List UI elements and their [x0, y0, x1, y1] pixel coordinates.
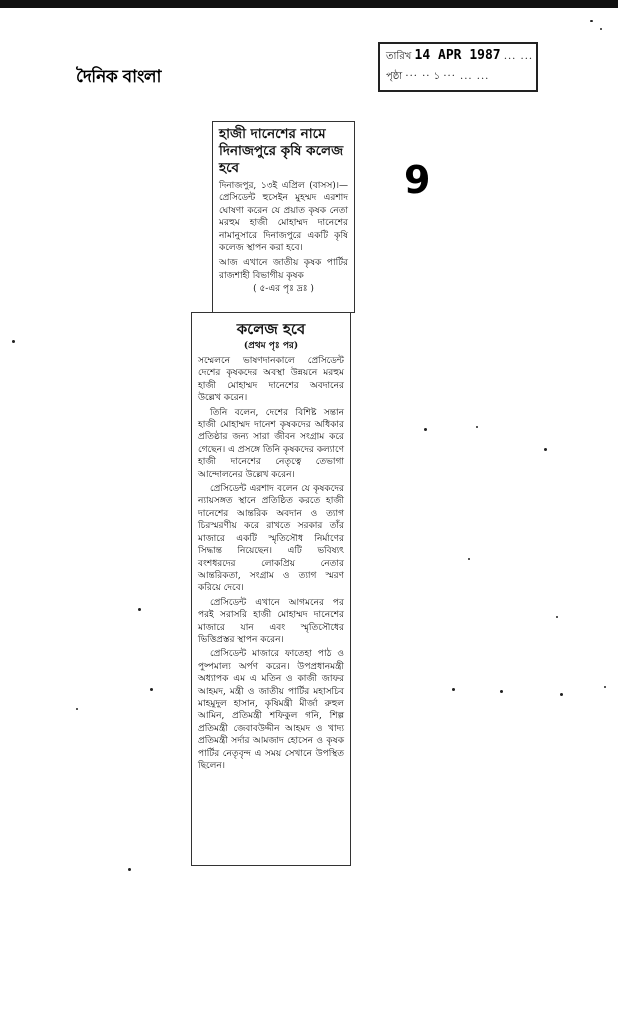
stamp-date-label: তারিখ [386, 51, 412, 62]
clipping-continued-note: ( ৫-এর পৃঃ দ্রঃ ) [253, 284, 314, 295]
clipping-paragraph: প্রেসিডেন্ট এরশাদ বলেন যে কৃষকদের ন্যায়সঙ্গত স্থানে প্রতিষ্ঠিত করতে হাজী দানেশের আন্তরিক অবদান ও ত্যাগ চিরস্মরণীয় করে রাখতে সরকার তাঁর মাজারে একটি স্মৃতিসৌধ নির্মাণের সিদ্ধান্ত নিয়েছেন। এটি ভবিষ্যৎ বংশধরদের লোকপ্রিয় নেতার আন্তরিকতা, সংগ্রাম ও ত্যাগ স্মরণ করিয়ে দেবে। [198, 484, 344, 594]
news-clipping-continuation [191, 312, 351, 866]
clipping-headline: কলেজ হবে [236, 320, 306, 338]
scan-speck [150, 688, 153, 691]
scan-speck [424, 428, 427, 431]
stamp-date-row [386, 46, 534, 67]
scan-speck [452, 688, 455, 691]
scan-speck [468, 558, 470, 560]
news-clipping-front [212, 121, 355, 313]
stamp-page-row [386, 67, 530, 87]
stamp-page-label: পৃষ্ঠা [386, 71, 403, 82]
clipping-subhead: (প্রথম পৃঃ পর) [243, 341, 299, 351]
clipping-paragraph: প্রেসিডেন্ট মাজারে ফাতেহা পাঠ ও পুষ্পমাল্য অর্পণ করেন। উপপ্রধানমন্ত্রী অধ্যাপক এম এ মতিন ও কাজী জাফর আহমদ, মন্ত্রী ও জাতীয় পার্টির মহাসচিব মাহমুদুল হাসান, কৃষিমন্ত্রী মীর্জা রুহুল আমিন, প্রতিমন্ত্রী শফিকুল গনি, শিল্প প্রতিমন্ত্রী জেবাবউদ্দীন আহমদ ও খাদ্য প্রতিমন্ত্রী সর্দার আমজাদ হোসেন ও কৃষক পার্টির নেতৃবৃন্দ এ সময় সেখানে উপস্থিত ছিলেন। [198, 649, 344, 771]
clipping-body: দিনাজপুর, ১৩ই এপ্রিল (বাসস)।— প্রেসিডেন্ট হুসেইন মুহম্মদ এরশাদ ঘোষণা করেন যে প্রয়াত কৃষক নেতা মরহুম হাজী মোহাম্মদ দানেশের নামানুসারে দিনাজপুরে একটি কৃষি কলেজ স্থাপন করা হবে। [219, 181, 348, 254]
handwritten-page-number: 9 [404, 158, 431, 202]
masthead-title: দৈনিক বাংলা [76, 67, 161, 87]
scan-speck [12, 340, 15, 343]
stamp-dotted-line: ··· ... ... [443, 71, 490, 82]
archive-date-stamp [378, 42, 538, 92]
stamp-page-value: ১ [433, 71, 441, 82]
clipping-paragraph: প্রেসিডেন্ট এখানে আগমনের পর পরই সরাসরি হাজী মোহাম্মদ দানেশের মাজারে যান এবং স্মৃতিসৌধের ভিত্তিপ্রস্তর স্থাপন করেন। [198, 597, 344, 645]
scan-speck [600, 28, 602, 30]
stamp-date-value: 14 APR 1987 [414, 48, 501, 63]
stamp-dotted-line: ... ... [503, 51, 534, 62]
clipping-paragraph: তিনি বলেন, দেশের বিশিষ্ট সন্তান হাজী মোহাম্মদ দানেশ কৃষকদের অধিকার প্রতিষ্ঠার জন্য সারা জীবন সংগ্রাম করে গেছেন। এ প্রসঙ্গে তিনি কৃষকদের কল্যাণে হাজী দানেশের নেতৃত্বে তেভাগা আন্দোলনের উল্লেখ করেন। [198, 407, 345, 480]
newspaper-masthead [76, 64, 161, 92]
scan-speck [544, 448, 547, 451]
scan-speck [128, 868, 131, 871]
scan-speck [560, 693, 563, 696]
clipping-headline: হাজী দানেশের নামে দিনাজপুরে কৃষি কলেজ হবে [219, 126, 344, 176]
scan-speck [76, 708, 78, 710]
clipping-body-continued: আজ এখানে জাতীয় কৃষক পার্টির রাজশাহী বিভাগীয় কৃষক [219, 258, 348, 281]
scan-speck [604, 686, 606, 688]
scan-speck [500, 690, 503, 693]
scan-speck [556, 616, 558, 618]
scan-speck [138, 608, 141, 611]
scan-top-border [0, 0, 618, 8]
stamp-dotted-line: ··· ·· [405, 71, 431, 82]
scan-speck [476, 426, 478, 428]
scan-speck [590, 20, 593, 22]
clipping-paragraph: সম্মেলনে ভাষণদানকালে প্রেসিডেন্ট দেশের কৃষকদের অবস্থা উন্নয়নে মরহুম হাজী মোহাম্মদ দানেশের অবদানের উল্লেখ করেন। [198, 356, 344, 404]
